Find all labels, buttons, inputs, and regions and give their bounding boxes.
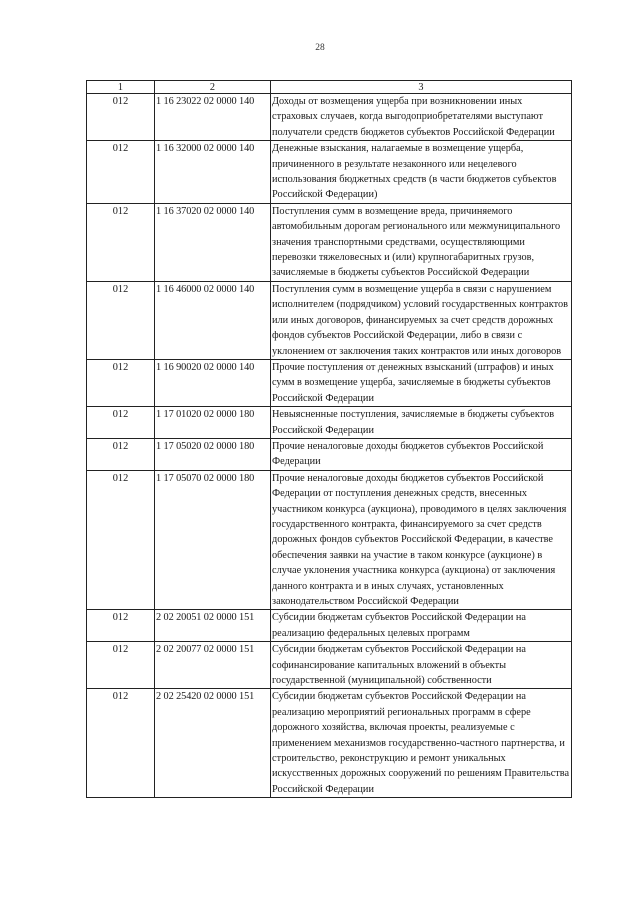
description-cell: Прочие неналоговые доходы бюджетов субъектов Российской Федерации (271, 438, 572, 470)
budget-code-cell: 2 02 20051 02 0000 151 (155, 610, 271, 642)
revenue-codes-table (86, 80, 572, 798)
description-cell: Субсидии бюджетам субъектов Российской Федерации на софинансирование капитальных вложений в объекты государственной (муниципальной) собственности (271, 642, 572, 689)
budget-code-cell: 1 17 01020 02 0000 180 (155, 407, 271, 439)
admin-code-cell: 012 (87, 470, 155, 610)
description-cell: Поступления сумм в возмещение ущерба в связи с нарушением исполнителем (подрядчиком) условий государственных контрактов или иных договоров, финансируемых за счет средств дорожных фондов субъектов Российской Федерации, либо в связи с уклонением от заключения таких контрактов или иных договоров (271, 281, 572, 359)
admin-code-cell: 012 (87, 407, 155, 439)
description-cell: Субсидии бюджетам субъектов Российской Федерации на реализацию федеральных целевых программ (271, 610, 572, 642)
table-row (87, 359, 572, 406)
admin-code-cell: 012 (87, 141, 155, 204)
description-cell: Поступления сумм в возмещение вреда, причиняемого автомобильным дорогам регионального или межмуниципального значения транспортными средствами, осуществляющими перевозки тяжеловесных и (или) крупногабаритных грузов, зачисляемые в бюджеты субъектов Российской Федерации (271, 203, 572, 281)
admin-code-cell: 012 (87, 359, 155, 406)
table-header-row (87, 81, 572, 94)
admin-code-cell: 012 (87, 94, 155, 141)
description-cell: Субсидии бюджетам субъектов Российской Федерации на реализацию мероприятий региональных программ в сфере дорожного хозяйства, включая проекты, реализуемые с применением механизмов государственно-частного партнерства, и строительство, реконструкцию и ремонт уникальных искусственных дорожных сооружений по решениям Правительства Российской Федерации (271, 689, 572, 798)
admin-code-cell: 012 (87, 642, 155, 689)
column-header-1: 1 (87, 81, 155, 94)
admin-code-cell: 012 (87, 689, 155, 798)
budget-code-cell: 2 02 25420 02 0000 151 (155, 689, 271, 798)
description-cell: Прочие поступления от денежных взысканий (штрафов) и иных сумм в возмещение ущерба, зачисляемые в бюджеты субъектов Российской Федерации (271, 359, 572, 406)
table-row (87, 642, 572, 689)
admin-code-cell: 012 (87, 438, 155, 470)
budget-code-cell: 1 16 32000 02 0000 140 (155, 141, 271, 204)
description-cell: Прочие неналоговые доходы бюджетов субъектов Российской Федерации от поступления денежных средств, внесенных участником конкурса (аукциона), проводимого в целях заключения государственного контракта, финансируемого за счет средств дорожных фондов субъектов Российской Федерации, в качестве обеспечения заявки на участие в таком конкурсе (аукционе) в случае уклонения участника конкурса (аукциона) от заключения данного контракта и в иных случаях, установленных законодательством Российской Федерации (271, 470, 572, 610)
table-row (87, 470, 572, 610)
budget-code-cell: 1 16 90020 02 0000 140 (155, 359, 271, 406)
budget-code-cell: 2 02 20077 02 0000 151 (155, 642, 271, 689)
admin-code-cell: 012 (87, 203, 155, 281)
table-row (87, 438, 572, 470)
column-header-3: 3 (271, 81, 572, 94)
description-cell: Денежные взыскания, налагаемые в возмещение ущерба, причиненного в результате незаконного или нецелевого использования бюджетных средств (в части бюджетов субъектов Российской Федерации) (271, 141, 572, 204)
table-row (87, 203, 572, 281)
description-cell: Невыясненные поступления, зачисляемые в бюджеты субъектов Российской Федерации (271, 407, 572, 439)
page-number: 28 (315, 43, 325, 53)
table-row (87, 281, 572, 359)
budget-code-cell: 1 16 46000 02 0000 140 (155, 281, 271, 359)
description-cell: Доходы от возмещения ущерба при возникновении иных страховых случаев, когда выгодоприобретателями выступают получатели средств бюджетов субъектов Российской Федерации (271, 94, 572, 141)
admin-code-cell: 012 (87, 610, 155, 642)
column-header-2: 2 (155, 81, 271, 94)
admin-code-cell: 012 (87, 281, 155, 359)
budget-code-cell: 1 17 05020 02 0000 180 (155, 438, 271, 470)
budget-code-cell: 1 16 23022 02 0000 140 (155, 94, 271, 141)
budget-code-cell: 1 17 05070 02 0000 180 (155, 470, 271, 610)
table-row (87, 94, 572, 141)
table-row (87, 407, 572, 439)
budget-code-cell: 1 16 37020 02 0000 140 (155, 203, 271, 281)
table-row (87, 689, 572, 798)
table-row (87, 610, 572, 642)
table-row (87, 141, 572, 204)
